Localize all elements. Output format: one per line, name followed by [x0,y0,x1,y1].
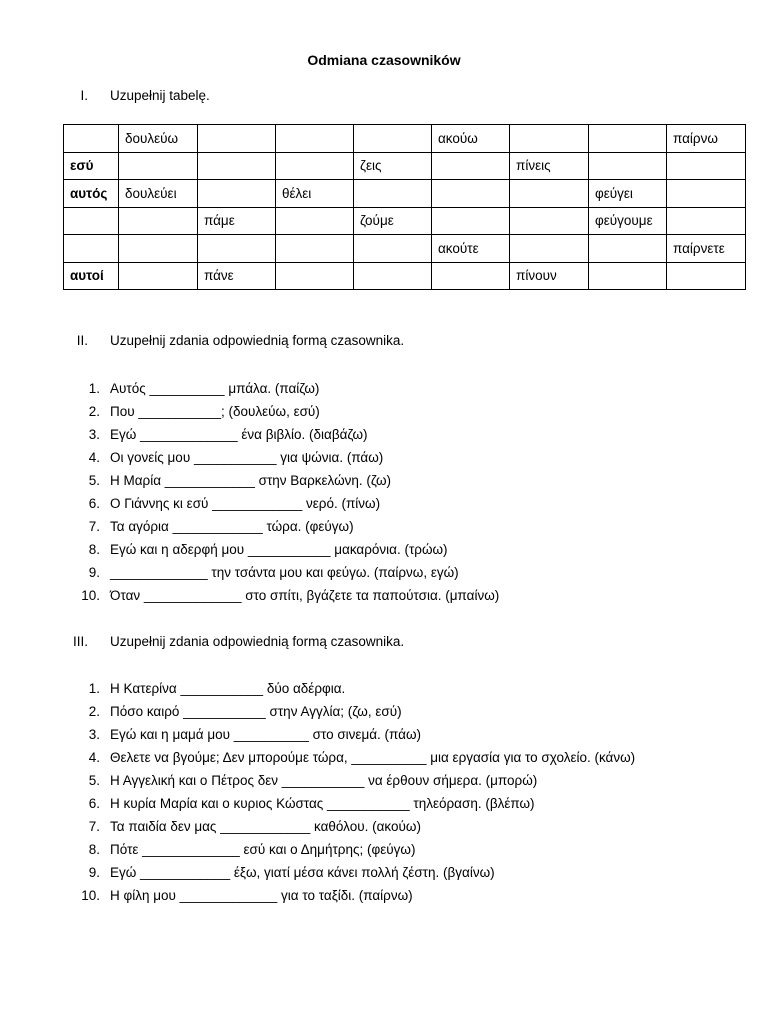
table-cell [198,125,276,153]
table-row [64,262,746,290]
section-2-instruction: Uzupełnij zdania odpowiednią formą czasownika. [110,333,405,348]
item-number: 3. [88,727,100,742]
table-cell [198,180,276,208]
pronoun-cell: αυτοί [64,262,119,290]
item-sentence: Η Μαρία ____________ στην Βαρκελώνη. (ζω) [110,473,391,488]
exercise-list-3 [0,677,740,907]
list-item [0,446,740,469]
table-cell [276,125,354,153]
pronoun-cell: αυτός [64,180,119,208]
table-cell: δουλεύω [119,125,198,153]
item-number: 7. [88,519,100,534]
list-item [0,723,740,746]
table-cell [354,262,432,290]
item-sentence: Η Αγγελική και ο Πέτρος δεν ___________ να έρθουν σήμερα. (μπορώ) [110,773,538,788]
pronoun-cell [64,207,119,235]
item-sentence: Πόσο καιρό ___________ στην Αγγλία; (ζω, εσύ) [110,704,402,719]
table-cell [119,262,198,290]
table-cell [667,152,746,180]
table-cell [510,235,589,263]
list-item [0,884,740,907]
list-item [0,492,740,515]
item-number: 8. [88,542,100,557]
table-cell: θέλει [276,180,354,208]
item-number: 7. [88,819,100,834]
list-item [0,423,740,446]
item-number: 10. [81,588,100,603]
item-number: 6. [88,796,100,811]
section-3-instruction: Uzupełnij zdania odpowiednią formą czasownika. [110,634,405,649]
item-sentence: Τα αγόρια ____________ τώρα. (φεύγω) [110,519,354,534]
item-sentence: Αυτός __________ μπάλα. (παίζω) [110,381,320,396]
table-cell [276,207,354,235]
list-item [0,561,740,584]
table-cell: φεύγουμε [589,207,667,235]
item-number: 9. [88,865,100,880]
item-number: 5. [88,473,100,488]
table-cell [119,235,198,263]
item-sentence: Ο Γιάννης κι εσύ ____________ νερό. (πίνω) [110,496,381,511]
list-item [0,838,740,861]
item-sentence: Τα παιδία δεν μας ____________ καθόλου. (ακούω) [110,819,421,834]
table-cell: ακούω [432,125,510,153]
item-number: 5. [88,773,100,788]
table-cell [667,207,746,235]
item-sentence: Πότε _____________ εσύ και ο Δημήτρης; (φεύγω) [110,842,416,857]
item-number: 1. [88,381,100,396]
section-1-heading [0,88,700,108]
item-number: 9. [88,565,100,580]
item-sentence: Η φίλη μου _____________ για το ταξίδι. (παίρνω) [110,888,413,903]
section-3-heading [0,634,700,654]
table-cell [510,207,589,235]
item-number: 10. [81,888,100,903]
table-cell [667,180,746,208]
table-cell: παίρνετε [667,235,746,263]
table-cell [432,207,510,235]
table-cell [276,152,354,180]
table-cell: ζεις [354,152,432,180]
item-sentence: Εγώ _____________ ένα βιβλίο. (διαβάζω) [110,427,368,442]
table-cell [432,152,510,180]
table-cell: ακούτε [432,235,510,263]
table-cell [198,235,276,263]
item-number: 4. [88,450,100,465]
item-number: 2. [88,704,100,719]
list-item [0,400,740,423]
list-item [0,677,740,700]
section-2-numeral: II. [76,333,88,348]
item-sentence: Που ___________; (δουλεύω, εσύ) [110,404,320,419]
table-cell [589,125,667,153]
list-item [0,769,740,792]
table-row [64,180,746,208]
table-cell: δουλεύει [119,180,198,208]
table-cell [589,152,667,180]
section-1-numeral: I. [80,88,88,103]
list-item [0,792,740,815]
table-cell [354,125,432,153]
table-cell [510,180,589,208]
page-title: Odmiana czasowników [307,52,461,68]
table-cell [354,180,432,208]
exercise-list-2 [0,377,740,607]
table-cell: παίρνω [667,125,746,153]
section-1-instruction: Uzupełnij tabelę. [110,88,210,103]
item-sentence: Εγώ ____________ έξω, γιατί μέσα κάνει πολλή ζέστη. (βγαίνω) [110,865,495,880]
table-cell: πίνεις [510,152,589,180]
table-cell [510,125,589,153]
item-sentence: Εγώ και η μαμά μου __________ στο σινεμά. (πάω) [110,727,421,742]
table-cell [432,180,510,208]
pronoun-cell [64,235,119,263]
table-cell: ζούμε [354,207,432,235]
item-sentence: Εγώ και η αδερφή μου ___________ μακαρόνια. (τρώω) [110,542,448,557]
table-cell [119,152,198,180]
pronoun-cell: εσύ [64,152,119,180]
item-sentence: Οι γονείς μου ___________ για ψώνια. (πάω) [110,450,384,465]
table-row [64,207,746,235]
list-item [0,861,740,884]
item-sentence: Όταν _____________ στο σπίτι, βγάζετε τα παπούτσια. (μπαίνω) [110,588,500,603]
list-item [0,538,740,561]
item-number: 4. [88,750,100,765]
section-3-numeral: III. [72,634,88,649]
item-number: 8. [88,842,100,857]
list-item [0,584,740,607]
table-row [64,235,746,263]
item-number: 1. [88,681,100,696]
section-2-heading [0,333,700,353]
item-sentence: _____________ την τσάντα μου και φεύγω. (παίρνω, εγώ) [110,565,459,580]
conjugation-table [63,124,746,290]
table-cell: φεύγει [589,180,667,208]
table-cell: πίνουν [510,262,589,290]
list-item [0,815,740,838]
item-number: 2. [88,404,100,419]
item-sentence: Θελετε να βγούμε; Δεν μπορούμε τώρα, __________ μια εργασία για το σχολείο. (κάνω) [110,750,636,765]
item-sentence: Η Κατερίνα ___________ δύο αδέρφια. [110,681,346,696]
item-sentence: Η κυρία Μαρία και ο κυριος Κώστας ___________ τηλεόραση. (βλέπω) [110,796,535,811]
table-cell [198,152,276,180]
table-cell: πάμε [198,207,276,235]
table-cell [354,235,432,263]
list-item [0,469,740,492]
table-cell [432,262,510,290]
table-cell [276,235,354,263]
table-cell [667,262,746,290]
table-cell [119,207,198,235]
list-item [0,700,740,723]
list-item [0,515,740,538]
list-item [0,377,740,400]
table-cell: πάνε [198,262,276,290]
table-cell [589,262,667,290]
table-row [64,125,746,153]
table-cell [276,262,354,290]
pronoun-cell [64,125,119,153]
list-item [0,746,740,769]
table-cell [589,235,667,263]
table-row [64,152,746,180]
item-number: 6. [88,496,100,511]
item-number: 3. [88,427,100,442]
